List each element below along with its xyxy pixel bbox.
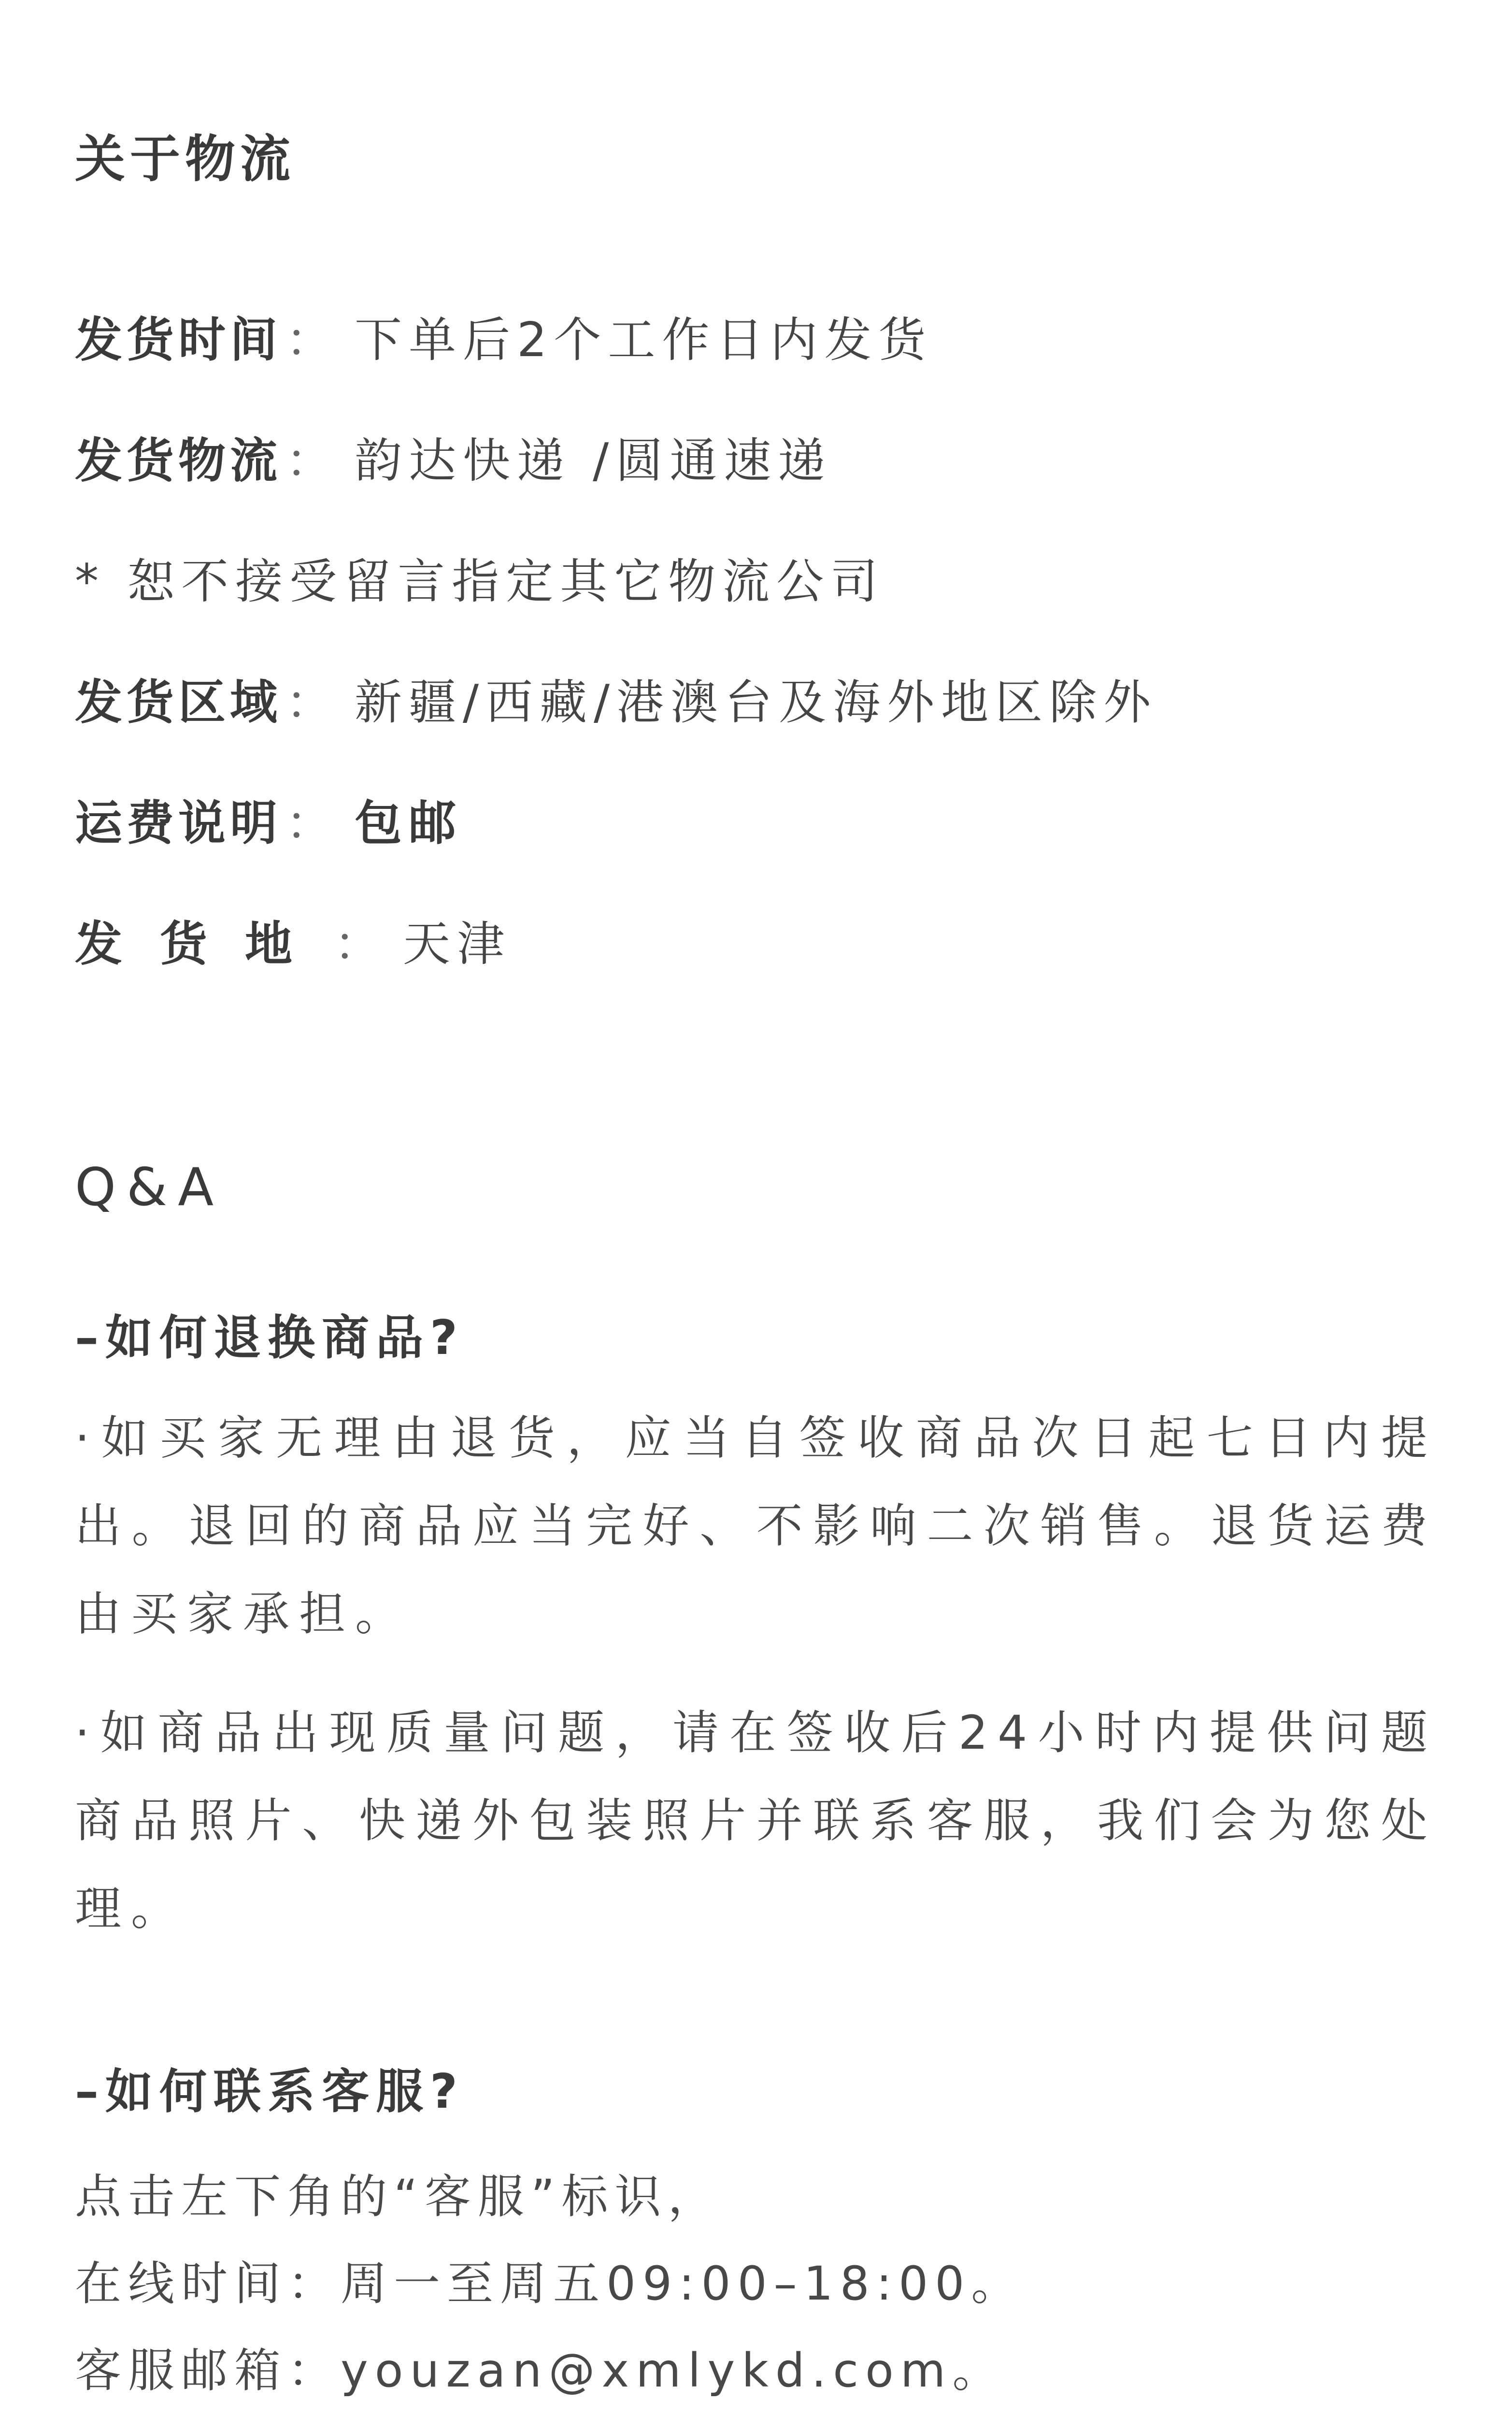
qa-section-title: Q&A [75,1157,225,1218]
ship-carrier-label: 发货物流 [75,433,282,489]
ship-area-value: 新疆/西藏/港澳台及海外地区除外 [355,675,1158,730]
ship-time-label: 发货时间 [75,313,282,368]
contact-line-1: 点击左下角的“客服”标识， [75,2170,721,2224]
logistics-note-text: * 恕不接受留言指定其它物流公司 [75,554,885,609]
origin-value: 天津 [403,917,512,972]
return-answer-1: ·如买家无理由退货，应当自签收商品次日起七日内提出。退回的商品应当完好、不影响二次销售。退货运费由买家承担。 [75,1411,1437,1641]
ship-carrier-colon: ： [285,433,338,489]
ship-time-row [75,302,932,370]
return-answer-2: ·如商品出现质量问题，请在签收后24小时内提供问题商品照片、快递外包装照片并联系客服，我们会为您处理。 [75,1706,1437,1936]
ship-time-value: 下单后2个工作日内发货 [355,313,933,368]
logistics-section-title: 关于物流 [75,129,296,188]
origin-colon: ： [334,917,386,972]
ship-time-colon: ： [285,313,338,368]
contact-question: –如何联系客服? [75,2064,464,2119]
ship-carrier-value: 韵达快递 /圆通速递 [355,433,832,489]
ship-area-label: 发货区域 [75,675,282,730]
ship-area-colon: ： [285,675,338,730]
ship-area-row [75,664,1157,733]
shipping-fee-label: 运费说明 [75,796,282,851]
ship-carrier-row [75,423,832,491]
return-question: –如何退换商品? [75,1310,464,1366]
origin-row [75,906,511,974]
contact-line-3: 客服邮箱：youzan@xmlykd.com。 [75,2344,1006,2398]
shipping-fee-colon: ： [285,796,338,851]
shipping-fee-value: 包邮 [355,796,463,851]
shipping-fee-row [75,785,463,853]
contact-line-2: 在线时间：周一至周五09:00–18:00。 [75,2257,1025,2311]
origin-label: 发货地 [75,917,330,972]
logistics-note [75,544,884,612]
